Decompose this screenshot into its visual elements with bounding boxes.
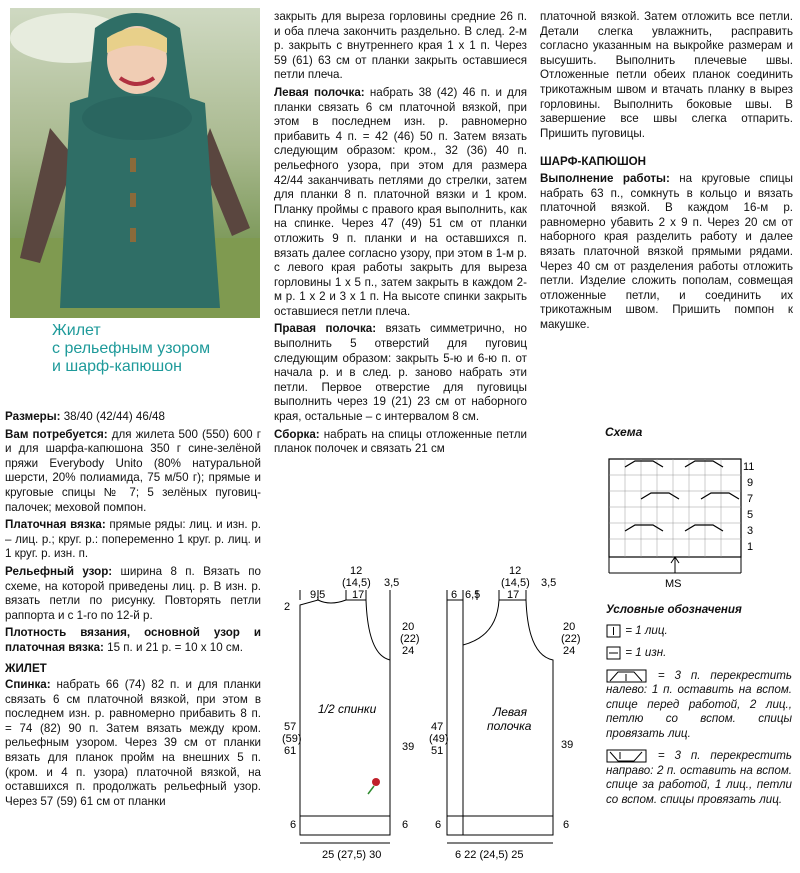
right-cross-symbol-icon [606,749,648,763]
garter-text: прямые ряды: лиц. и изн. р. – лиц. р.; круг. р.: попеременно 1 круг. р. лиц. и 1 круг. р. изн. п. [5,518,262,561]
relief-paragraph [5,565,261,623]
sizes-label: Размеры: [5,410,61,423]
back-pattern [270,560,450,870]
front-pattern-title: полочка [487,719,532,733]
dim-label: 9,5 [310,589,326,601]
garter-label: Платочная вязка: [5,518,106,532]
back-text: набрать 66 (74) 82 п. и для планки связать 6 см платочной вязкой, при этом в последнем изн. р. равномерно прибавить 8 п. = 74 (82) 90 п. Затем вязать между кром. рельефным узором. Через 39 см от планки вязать для планок пройм на внешних 5 п. (кром. и 4 п. узора) платочной вязкой, на оставшихся п. продолжать рельефный узор. Через 57 (59) 61 см от планки [5,678,261,808]
materials-paragraph [5,428,261,516]
scarf-paragraph [540,172,793,333]
left-front-paragraph [274,86,527,320]
scheme-grid [605,439,775,589]
dim-label: 17 [352,589,365,601]
legend [606,603,792,807]
dim-label: 6 22 (24,5) 25 [455,849,524,861]
dim-label: 39 [561,739,574,751]
dim-label: 24 [563,645,576,657]
dim-label: 17 [507,589,520,601]
garter-paragraph [5,518,261,562]
materials-label: Вам потребуется: [5,427,108,441]
column-3 [540,10,793,335]
caption-line: Жилет [52,322,101,339]
legend-left-cross [606,669,792,742]
dim-label: 6 [290,819,297,831]
knit-symbol-icon [606,624,622,638]
model-photo [10,8,260,318]
dim-label: 57 [284,721,297,733]
back-paragraph [5,678,261,809]
legend-right-cross [606,749,792,807]
dim-label: 24 [402,645,415,657]
legend-knit-text: = 1 лиц. [625,623,668,637]
legend-left-cross-text: = 3 п. перекрестить налево: 1 п. оставить на вспом. спице перед работой, 2 лиц., петлю со вспом. спицы провязать лиц. [606,668,792,740]
sizes-text: 38/40 (42/44) 46/48 [60,410,165,423]
dim-label: 6 [451,589,458,601]
dim-label: 6,5 [465,589,481,601]
right-front-label: Правая полочка: [274,322,377,336]
row-label: 7 [747,493,754,505]
dim-label: 6 [563,819,570,831]
row-label: 3 [747,525,754,537]
dim-label: (49) [429,733,449,745]
ms-label: MS [665,578,682,589]
dim-label: 51 [431,745,444,757]
density-label: Плотность вязания, основной узор и платочная вязка: [5,626,261,654]
sizes-paragraph [5,410,261,425]
scarf-work-text: на круговые спицы набрать 63 п., сомкнуть в кольцо и вязать платочной вязкой. В каждом 16-м р. равномерно убавить 2 х 9 п. Через 20 см от наборного края разделить работу и далее вязать платочной вязкой прямыми рядами. Через 40 см от разделения работы отложить петли. Изделие сложить пополам, совмещая отложенные петли, и соединить их трикотажным швом. Пришить помпон к макушке. [540,171,793,331]
front-pattern-title: Левая [493,705,527,719]
legend-knit [606,624,792,639]
dim-label: (14,5) [342,577,371,589]
dim-label: (22) [400,633,420,645]
row-label: 1 [747,541,754,553]
density-text: 15 п. и 21 р. = 10 х 10 см. [103,640,243,654]
dim-label: 3,5 [541,577,557,589]
assembly-paragraph [274,428,527,457]
dim-label: 6 [402,819,409,831]
dim-label: 20 [563,621,576,633]
dim-label: 2 [284,601,291,613]
scheme-title: Схема [605,425,643,439]
legend-title: Условные обозначения [606,603,742,616]
row-label: 5 [747,509,754,521]
left-front-label: Левая полочка: [274,85,365,99]
row-label: 11 [743,461,755,473]
materials-text: для жилета 500 (550) 600 г и для шарфа-капюшона 350 г сине-зелёной пряжи Everybody Unito (80% натуральной шерсти, 20% полиамида, 75 м/50 г); прямые и круговые спицы № 7; 5 зелёных пуговиц-палочек; меховой помпон. [5,427,261,514]
relief-label: Рельефный узор: [5,564,113,578]
legend-purl-text: = 1 изн. [625,646,667,660]
dim-label: (22) [561,633,581,645]
rose-icon [368,778,380,794]
column-1 [5,410,261,812]
right-front-paragraph [274,322,527,424]
purl-symbol-icon [606,646,622,660]
right-front-text: вязать симметрично, но выполнить 5 отверстий для пуговиц следующим образом: закрыть 5-ю и 6-ю п. от начала р. и в след. р. заново набрать эти петли. Первое отверстие для пуговицы выполнить через 19 (21) 23 см от наборного края, остальные – с интервалом 8 см. [274,322,527,424]
caption-line: и шарф-капюшон [52,358,182,375]
caption-line: с рельефным узором [52,340,211,357]
left-front-text: набрать 38 (42) 46 п. и для планки связать 6 см платочной вязкой, при этом в последнем изн. р. равномерно прибавить 4 п. = 42 (46) 50 п. Затем вязать следующим образом: кром., 32 (36) 40 п. рельефного узора, при этом для размера 42/44 заканчивать петлями до стрелки, затем для планки 8 п. платочной вязки и 1 кром. Планку проймы с правого края выполнить, как на спинке. Через 47 (49) 51 см от планки отложить 9 п. планки и на оставшихся п. вязать далее согласно узору, при этом в 1-м р. с левого края работы закрыть для выреза горловины 1 х 5 п., затем закрыть в каждом 2-м р. 1 х 2 и 3 х 1 п. На высоте спинки закрыть оставшиеся петли плеча. [274,85,527,318]
front-pattern [425,560,605,870]
dim-label: 3,5 [384,577,400,589]
column-2 [274,10,527,460]
dim-label: 12 [350,565,363,577]
row-label: 9 [747,477,754,489]
finishing-paragraph: платочной вязкой. Затем отложить все петли. Детали слегка увлажнить, расправить согласно указанным на выкройке размерам и высушить. Выполнить плечевые швы. Отложенные петли обеих планок соединить трикотажным швом и втачать планку в вырез горловины. Выполнить боковые швы. В завершение все швы слегка отпарить. Пришить пуговицы. [540,10,793,140]
dim-label: 25 (27,5) 30 [322,849,382,861]
dim-label: 20 [402,621,415,633]
assembly-label: Сборка: [274,427,320,441]
dim-label: 47 [431,721,444,733]
back-pattern-title: 1/2 спинки [318,702,377,716]
left-cross-symbol-icon [606,669,648,683]
photo-caption [52,322,210,376]
dim-label: 39 [402,741,415,753]
dim-label: 6 [435,819,442,831]
scarf-work-label: Выполнение работы: [540,171,670,185]
relief-text: ширина 8 п. Вязать по схеме, на которой приведены лиц. р. В изн. р. вязать петли по рисунку. Повторять петли раппорта и с 1-го по 12-й р. [5,564,261,622]
legend-purl [606,646,792,661]
dim-label: (14,5) [501,577,530,589]
dim-label: 61 [284,745,297,757]
density-paragraph [5,626,261,655]
neckline-paragraph: закрыть для выреза горловины средние 26 п. и оба плеча закончить раздельно. В след. 2-м р. закрыть с внутреннего края 1 х 1 п. Через 59 (61) 63 см от планки закрыть оставшиеся петли плеча. [274,10,527,82]
dim-label: 12 [509,565,522,577]
stitch-scheme [605,425,775,594]
vest-heading: ЖИЛЕТ [5,661,47,675]
assembly-text: набрать на спицы отложенные петли планок полочек и связать 21 см [274,427,527,456]
back-label: Спинка: [5,678,51,692]
scarf-heading: ШАРФ-КАПЮШОН [540,155,646,169]
legend-right-cross-text: = 3 п. перекрестить направо: 2 п. оставить на вспом. спице за работой, 1 лиц., петли со вспом. спицы провязать лиц. [606,749,792,806]
dim-label: (59) [282,733,302,745]
